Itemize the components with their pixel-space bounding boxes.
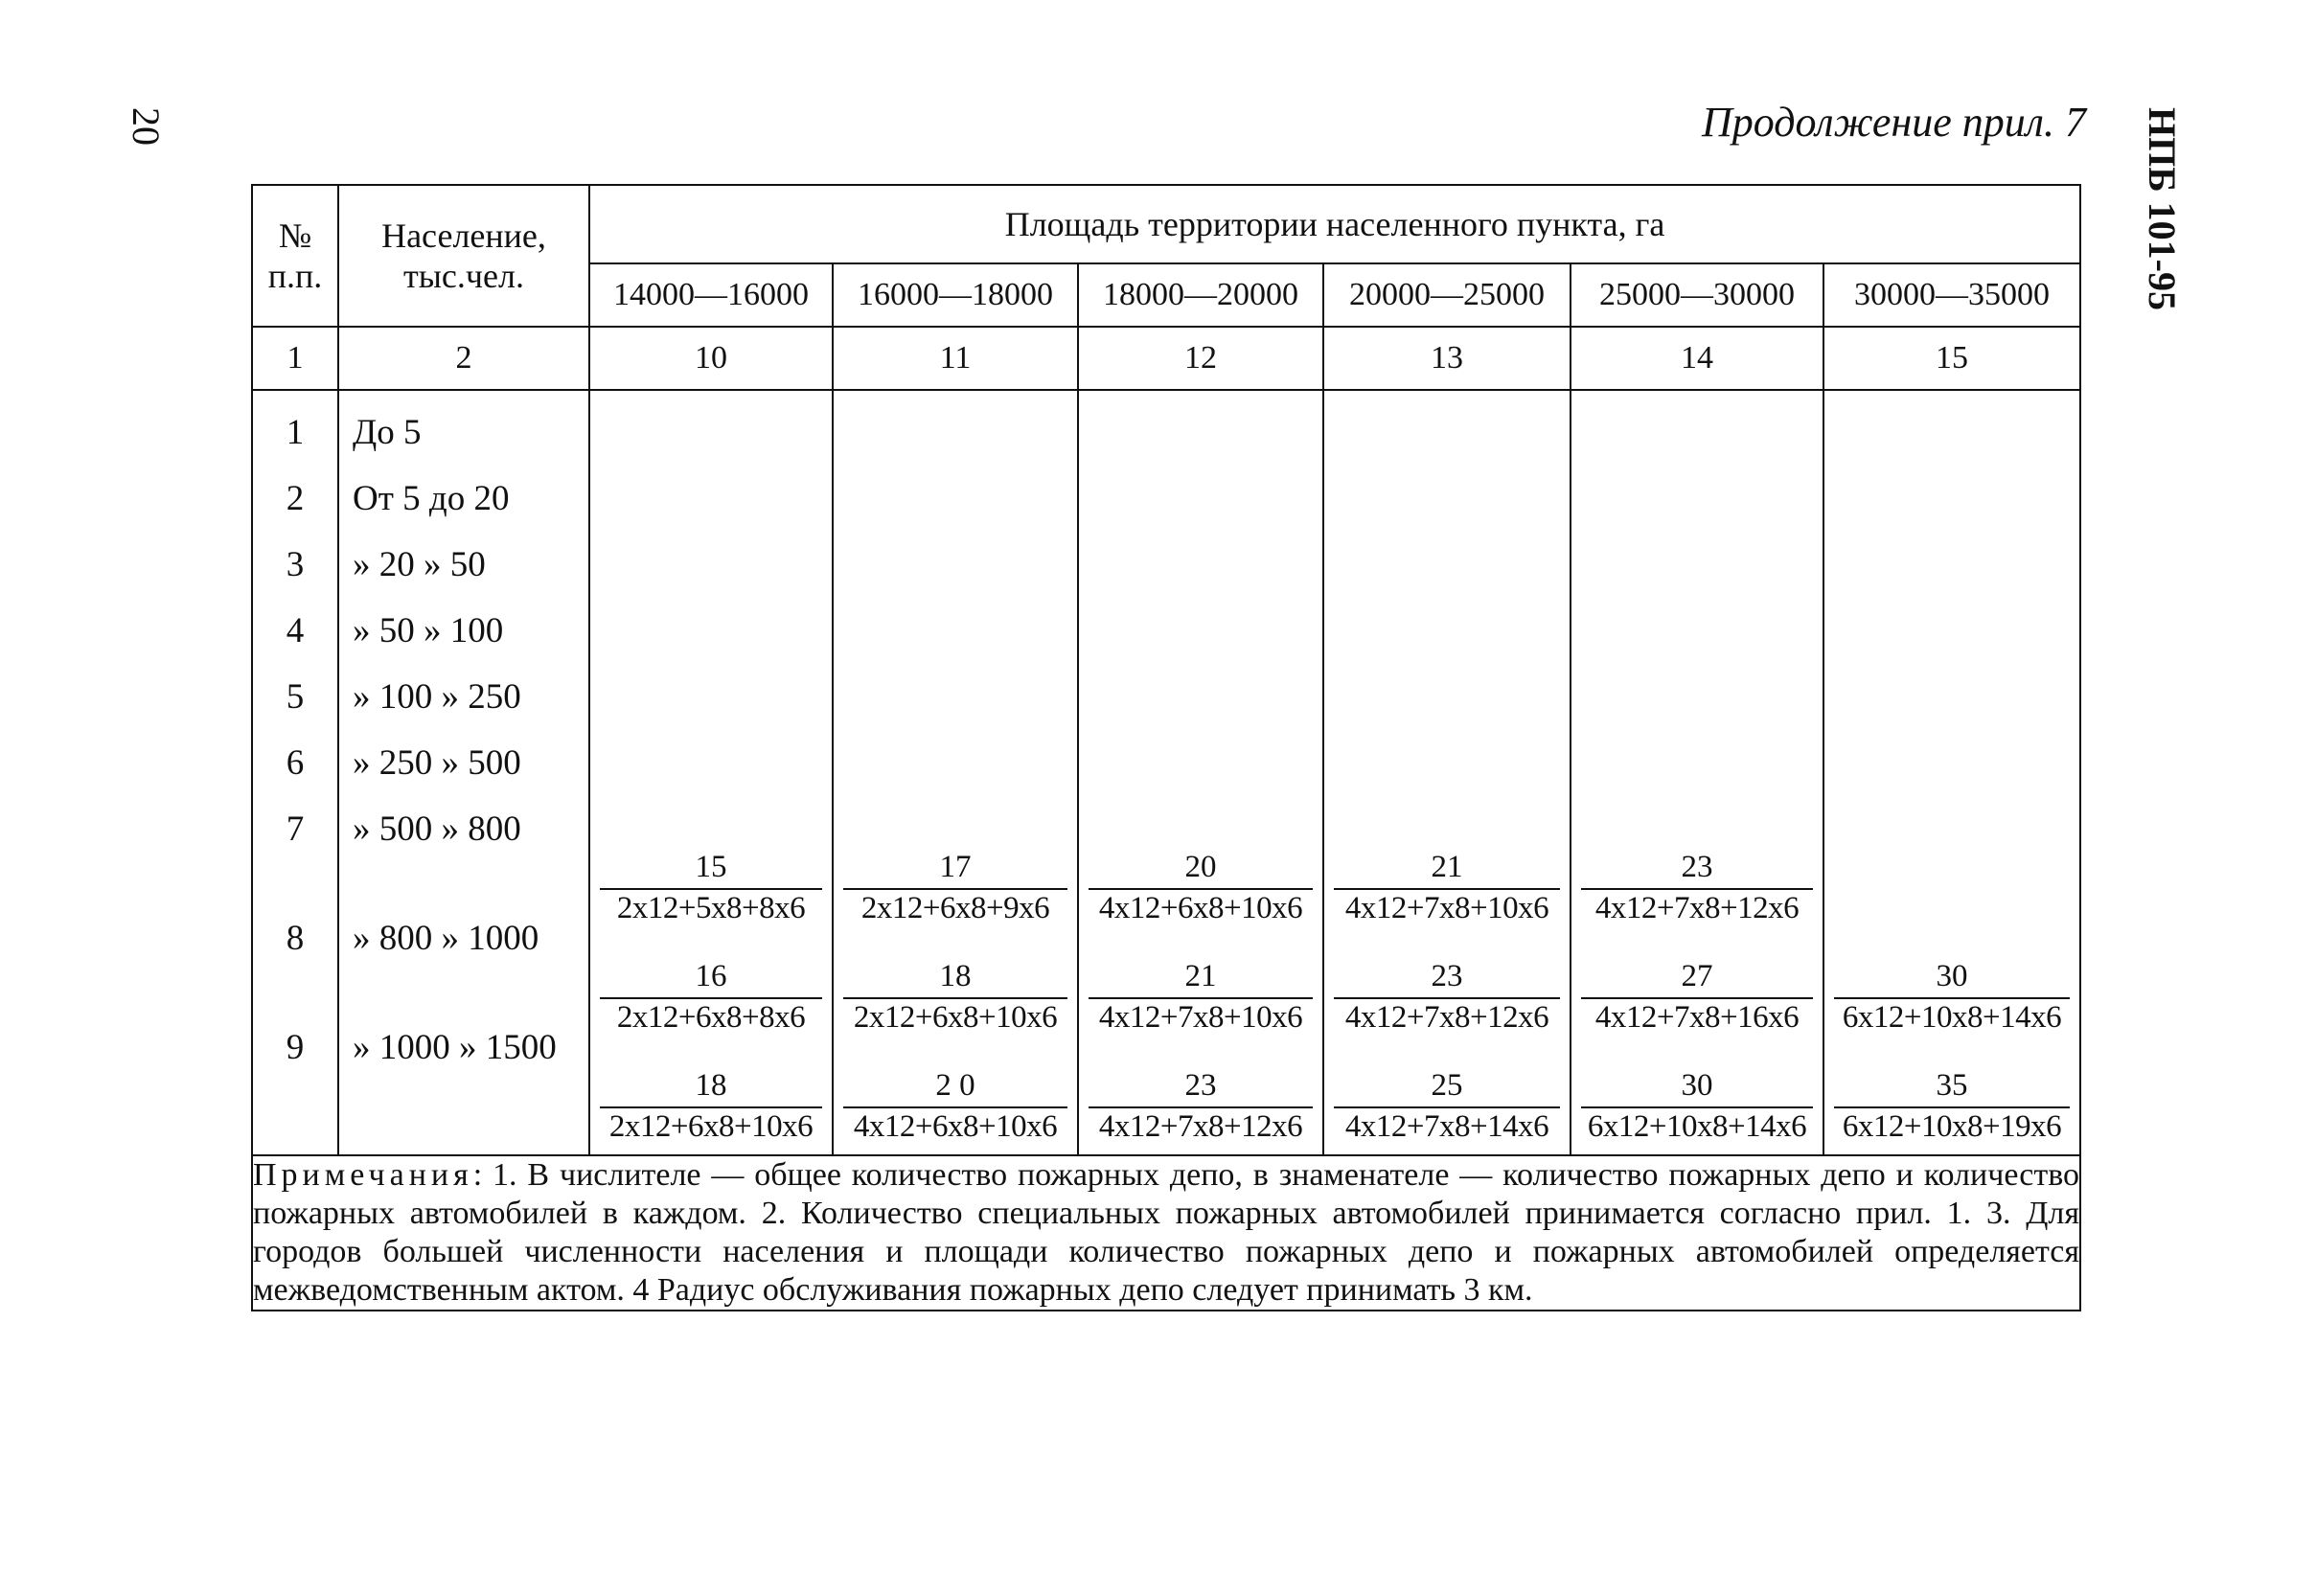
depot-composition: 6x12+10x8+14x6: [1587, 1109, 1807, 1144]
row-number: 2: [286, 479, 305, 518]
fraction-cell: [1571, 850, 1823, 959]
header-no: № п.п.: [252, 185, 338, 327]
column-number: 2: [338, 327, 589, 390]
depot-composition: 4x12+6x8+10x6: [853, 1109, 1058, 1144]
fraction-cell: [1571, 1068, 1823, 1154]
header-range: 20000—25000: [1323, 263, 1571, 327]
column-number: 11: [833, 327, 1078, 390]
row-number: 6: [286, 743, 305, 783]
depot-composition: 2x12+5x8+8x6: [616, 891, 806, 925]
fraction-cell: [834, 850, 1077, 959]
population-range: » 100 » 250: [353, 677, 521, 717]
row-number: 8: [286, 919, 305, 958]
header-range: 14000—16000: [589, 263, 833, 327]
column-number: 1: [252, 327, 338, 390]
notes-text: : 1. В числителе — общее количество пожарных депо, в знаменателе — количество пожарных депо и количество пожарных автомобилей в каждом. 2. Количество специальных пожарных автомобилей принимается согласно прил. 1. 3. Для городов большей численности населения и площади количество пожарных депо и пожарных автомобилей определяется межведомственным актом. 4 Радиус обслуживания пожарных депо следует принимать 3 км.: [253, 1157, 2080, 1308]
depot-composition: 2x12+6x8+10x6: [853, 1000, 1058, 1035]
depot-total: 17: [843, 850, 1067, 890]
depot-composition: 4x12+7x8+12x6: [1098, 1109, 1303, 1144]
fraction-cell: [834, 1068, 1077, 1154]
row-numbers-column: [252, 390, 338, 1155]
depot-composition: 6x12+10x8+14x6: [1842, 1000, 2062, 1035]
area-column-13: [1323, 390, 1571, 1155]
depot-total: 30: [1581, 1068, 1813, 1108]
fraction-cell: [1079, 1068, 1322, 1154]
fraction-cell: [590, 959, 832, 1068]
depot-composition: 6x12+10x8+19x6: [1842, 1109, 2062, 1144]
population-range: » 1000 » 1500: [353, 1028, 557, 1067]
fraction-cell: [1571, 959, 1823, 1068]
column-number: 13: [1323, 327, 1571, 390]
fraction-cell: [1079, 959, 1322, 1068]
fraction-cell: [834, 959, 1077, 1068]
depot-composition: 4x12+7x8+10x6: [1344, 891, 1549, 925]
fraction-cell: [1324, 959, 1570, 1068]
depot-composition: 4x12+7x8+16x6: [1594, 1000, 1800, 1035]
fraction-cell: [590, 850, 832, 959]
population-range: » 250 » 500: [353, 743, 521, 783]
depot-total: 16: [600, 959, 822, 999]
depot-total: 21: [1089, 959, 1313, 999]
fraction-cell: [1324, 1068, 1570, 1154]
depot-total: 15: [600, 850, 822, 890]
depot-total: 35: [1834, 1068, 2070, 1108]
depot-total: 2 0: [843, 1068, 1067, 1108]
depot-composition: 4x12+6x8+10x6: [1098, 891, 1303, 925]
page-number: 20: [125, 107, 168, 146]
row-number: 9: [286, 1028, 305, 1067]
population-range: » 800 » 1000: [353, 919, 539, 958]
fraction-cell: [1324, 850, 1570, 959]
continuation-heading: Продолжение прил. 7: [1702, 99, 2086, 146]
depot-total: 30: [1834, 959, 2070, 999]
column-number: 12: [1078, 327, 1323, 390]
header-area: Площадь территории населенного пункта, га: [589, 185, 2080, 263]
header-range: 16000—18000: [833, 263, 1078, 327]
depot-total: [1834, 850, 2070, 888]
depot-composition: 2x12+6x8+10x6: [608, 1109, 814, 1144]
depot-total: 23: [1334, 959, 1560, 999]
population-range: » 50 » 100: [353, 611, 504, 650]
depot-total: 27: [1581, 959, 1813, 999]
depot-total: 25: [1334, 1068, 1560, 1108]
depot-total: 18: [600, 1068, 822, 1108]
depot-composition: 2x12+6x8+9x6: [860, 891, 1050, 925]
header-range: 30000—35000: [1823, 263, 2080, 327]
header-range: 25000—30000: [1571, 263, 1823, 327]
area-column-15: [1823, 390, 2080, 1155]
depot-composition: 2x12+6x8+8x6: [616, 1000, 806, 1035]
population-range: До 5: [353, 413, 422, 452]
depot-composition: 4x12+7x8+12x6: [1344, 1000, 1549, 1035]
population-range: » 500 » 800: [353, 809, 521, 849]
depot-composition: [1828, 888, 2075, 924]
document-code: НПБ 101-95: [2141, 107, 2184, 310]
depot-composition: 4x12+7x8+10x6: [1098, 1000, 1303, 1035]
row-number: 3: [286, 545, 305, 584]
depot-total: 23: [1089, 1068, 1313, 1108]
row-number: 1: [286, 413, 305, 452]
header-range: 18000—20000: [1078, 263, 1323, 327]
column-number: 14: [1571, 327, 1823, 390]
area-column-10: [589, 390, 833, 1155]
row-number: 5: [286, 677, 305, 717]
depot-total: 20: [1089, 850, 1313, 890]
area-column-11: [833, 390, 1078, 1155]
fraction-cell: [590, 1068, 832, 1154]
row-number: 4: [286, 611, 305, 650]
area-column-14: [1571, 390, 1823, 1155]
area-column-12: [1078, 390, 1323, 1155]
row-number: 7: [286, 809, 305, 849]
fraction-cell: [1824, 959, 2079, 1068]
header-population: Население, тыс.чел.: [338, 185, 589, 327]
population-column: [338, 390, 589, 1155]
population-range: От 5 до 20: [353, 479, 510, 518]
fraction-cell: [1824, 1068, 2079, 1154]
depot-table: [251, 184, 2081, 1311]
depot-total: 21: [1334, 850, 1560, 890]
depot-composition: 4x12+7x8+14x6: [1344, 1109, 1549, 1144]
depot-total: 18: [843, 959, 1067, 999]
depot-composition: 4x12+7x8+12x6: [1594, 891, 1800, 925]
depot-total: 23: [1581, 850, 1813, 890]
table-notes: [252, 1155, 2080, 1311]
column-number: 15: [1823, 327, 2080, 390]
column-number: 10: [589, 327, 833, 390]
population-range: » 20 » 50: [353, 545, 486, 584]
notes-label: Примечания: [253, 1157, 473, 1193]
fraction-cell-empty: [1824, 850, 2079, 959]
fraction-cell: [1079, 850, 1322, 959]
